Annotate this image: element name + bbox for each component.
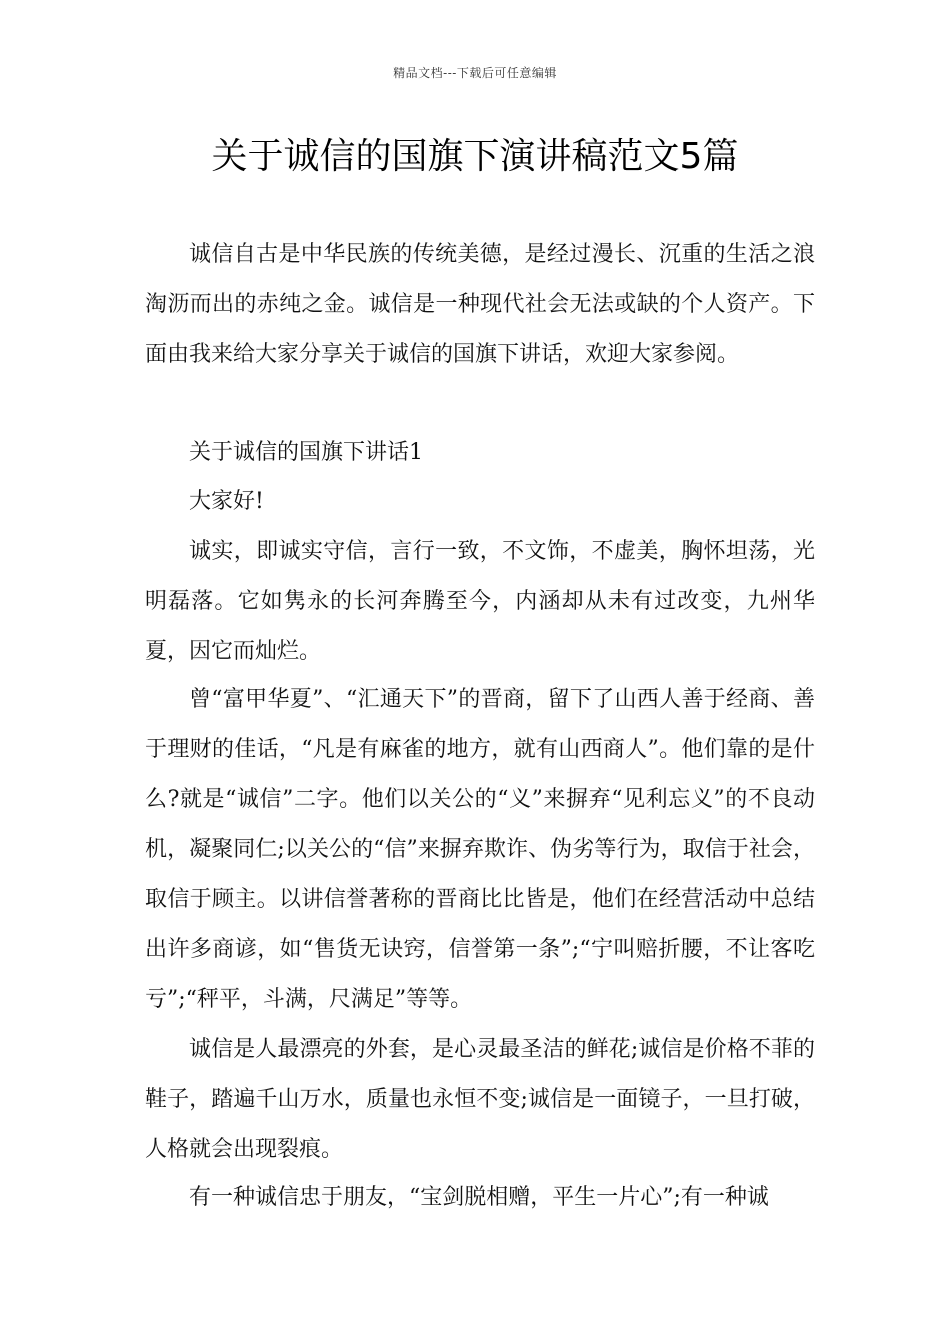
greeting: 大家好! — [189, 489, 264, 514]
body-paragraph: 曾“富甲华夏”、“汇通天下”的晋商，留下了山西人善于经商、善于理财的佳话，“凡是有麻雀的地方，就有山西商人”。他们靠的是什么?就是“诚信”二字。他们以关公的“义”来摒弃“见利忘义”的不良动机，凝聚同仁;以关公的“信”来摒弃欺诈、伪劣等行为，取信于社会，取信于顾主。以讲信誉著称的晋商比比皆是，他们在经营活动中总结出许多商谚，如“售货无诀窍，信誉第一条”;“宁叫赔折腰，不让客吃亏”;“秤平，斗满，尺满足”等等。 — [145, 687, 815, 1012]
page-header-note: 精品文档---下载后可任意编辑 — [393, 66, 557, 80]
body-paragraph: 诚信是人最漂亮的外套，是心灵最圣洁的鲜花;诚信是价格不菲的鞋子，踏遍千山万水，质量也永恒不变;诚信是一面镜子，一旦打破，人格就会出现裂痕。 — [145, 1037, 815, 1162]
body-paragraph: 有一种诚信忠于朋友，“宝剑脱相赠，平生一片心”;有一种诚 — [189, 1185, 769, 1210]
document-title: 关于诚信的国旗下演讲稿范文5篇 — [211, 136, 739, 177]
body-paragraph: 诚实，即诚实守信，言行一致，不文饰，不虚美，胸怀坦荡，光明磊落。它如隽永的长河奔腾至今，内涵却从未有过改变，九州华夏，因它而灿烂。 — [145, 539, 815, 664]
section-heading: 关于诚信的国旗下讲话1 — [189, 440, 423, 465]
intro-paragraph: 诚信自古是中华民族的传统美德，是经过漫长、沉重的生活之浪淘沥而出的赤纯之金。诚信是一种现代社会无法或缺的个人资产。下面由我来给大家分享关于诚信的国旗下讲话，欢迎大家参阅。 — [145, 242, 815, 367]
